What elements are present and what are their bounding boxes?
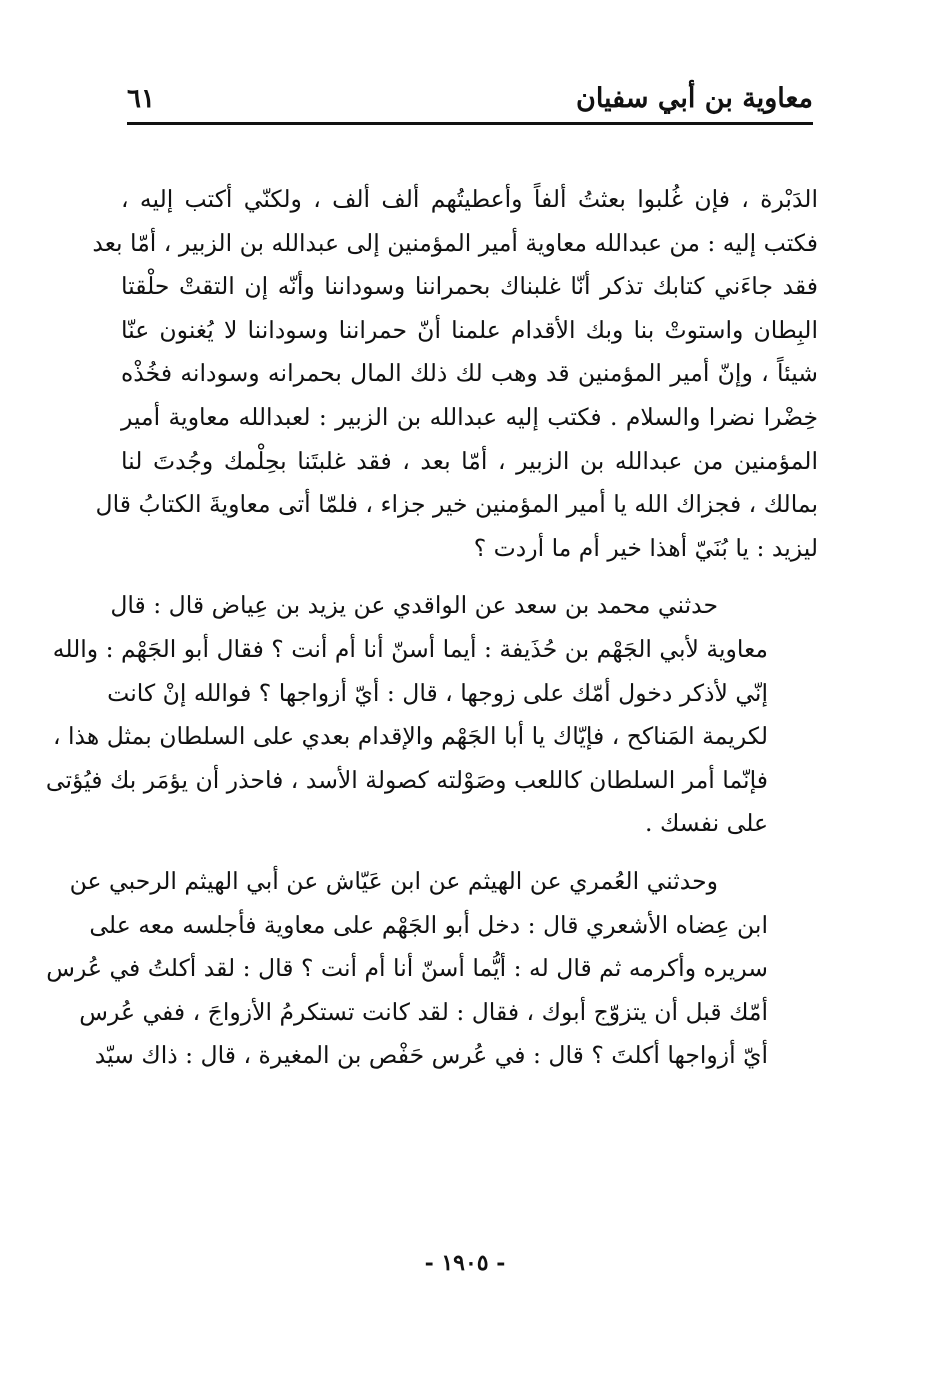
folio-number: - ١٩٠٥ - — [424, 1250, 506, 1276]
paragraph-2 — [45, 584, 818, 846]
text-line: المؤمنين من عبدالله بن الزبير ، أمّا بعد ، فقد غلبتَنا بحِلْمك وجُدتَ لنا — [121, 446, 818, 475]
page-number: ٦١ — [127, 84, 155, 114]
paragraph-1 — [92, 178, 818, 570]
text-line: فكتب إليه : من عبدالله معاوية أمير المؤمنين إلى عبدالله بن الزبير ، أمّا بعد — [92, 228, 818, 257]
text-line: إنّي لأذكر دخول أمّك على زوجها ، قال : أيّ أزواجها ؟ فوالله إنْ كانت — [107, 678, 768, 707]
body-text — [45, 178, 818, 1078]
text-line: حدثني محمد بن سعد عن الواقدي عن يزيد بن عِياض قال : قال — [110, 591, 718, 620]
text-line: معاوية لأبي الجَهْم بن حُذَيفة : أيما أسنّ أنا أم أنت ؟ فقال أبو الجَهْم : والله — [52, 634, 768, 663]
paragraph-3 — [46, 860, 818, 1078]
text-line: فقد جاءَني كتابك تذكر أنّا غلبناك بحمراننا وسوداننا وأنّه إن التقتْ حلْقتا — [121, 272, 818, 301]
text-line: على نفسك . — [645, 809, 768, 838]
text-line: سريره وأكرمه ثم قال له : أيُّما أسنّ أنا أم أنت ؟ قال : لقد أكلتُ في عُرس — [46, 954, 768, 983]
text-line: خِضْرا نضرا والسلام . فكتب إليه عبدالله بن الزبير : لعبدالله معاوية أمير — [121, 402, 818, 431]
text-line: أيّ أزواجها أكلتَ ؟ قال : في عُرس حَفْص بن المغيرة ، قال : ذاك سيّد — [94, 1041, 768, 1070]
text-line: شيئاً ، وإنّ أمير المؤمنين قد وهب لك ذلك المال بحمرانه وسودانه فخُذْه — [121, 359, 818, 388]
text-line: فإنّما أمر السلطان كاللعب وصَوْلته كصولة الأسد ، فاحذر أن يؤمَر بك فيُؤتى — [45, 765, 768, 794]
header-rule — [127, 122, 813, 125]
text-line: ليزيد : يا بُنَيّ أهذا خير أم ما أردت ؟ — [473, 533, 818, 562]
text-line: ابن عِضاه الأشعري قال : دخل أبو الجَهْم على معاوية فأجلسه معه على — [89, 910, 768, 939]
running-title: معاوية بن أبي سفيان — [575, 83, 813, 114]
text-line: الدَبْرة ، فإن غُلبوا بعثتُ ألفاً وأعطيتُهم ألف ألف ، ولكنّي أكتب إليه ، — [121, 185, 818, 213]
text-line: البِطان واستوتْ بنا وبك الأقدام علمنا أنّ حمراننا وسوداننا لا يُغنون عنّا — [121, 315, 818, 344]
running-header — [127, 76, 813, 124]
text-line: أمّك قبل أن يتزوّج أبوك ، فقال : لقد كانت تستكرمُ الأزواجَ ، ففي عُرس — [79, 997, 768, 1026]
text-line: لكريمة المَناكح ، فإيّاك يا أبا الجَهْم والإقدام بعدي على السلطان بمثل هذا ، — [52, 722, 768, 751]
text-line: بمالك ، فجزاك الله يا أمير المؤمنين خير جزاء ، فلمّا أتى معاويةَ الكتابُ قال — [95, 490, 818, 519]
text-line: وحدثني العُمري عن الهيثم عن ابن عَيّاش عن أبي الهيثم الرحبي عن — [69, 866, 718, 895]
